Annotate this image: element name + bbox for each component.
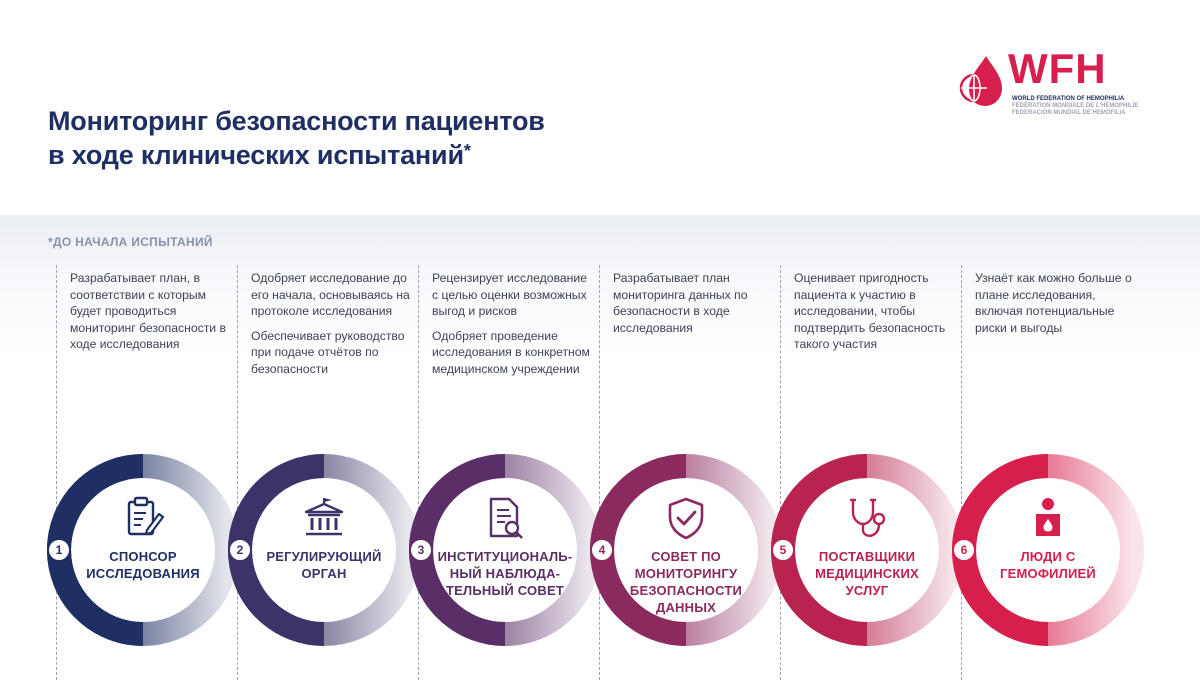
step-number-6: 6 [952, 538, 976, 562]
step-5-paragraph-1: Оценивает пригодность пациента к участию в исследовании, чтобы подтвердить безопасность такого участия [794, 271, 946, 351]
step-2-paragraph-1: Одобряет исследование до его начала, основываясь на протоколе исследования [251, 271, 410, 318]
title-line-2: в ходе клинических испытаний [48, 140, 464, 170]
step-number-1: 1 [47, 538, 71, 562]
step-3-paragraph-1: Рецензирует исследование с целью оценки возможных выгод и рисков [432, 271, 587, 318]
logo-wordmark: WFH [1008, 45, 1107, 92]
shield-check-icon [664, 496, 708, 540]
step-number-4: 4 [590, 538, 614, 562]
document-search-icon [483, 496, 527, 540]
step-label-3: ИНСТИТУЦИОНАЛЬ-НЫЙ НАБЛЮДА-ТЕЛЬНЫЙ СОВЕТ [437, 549, 573, 598]
step-label-4: СОВЕТ ПО МОНИТОРИНГУ БЕЗОПАСНОСТИ ДАННЫХ [629, 549, 743, 615]
government-building-icon [302, 496, 346, 540]
logo-subtitle-es: FEDERACIÓN MUNDIAL DE HEMOFILIA [1012, 110, 1126, 116]
step-label-2: РЕГУЛИРУЮЩИЙ ОРГАН [266, 549, 382, 581]
stethoscope-icon [845, 496, 889, 540]
step-label-6: ЛЮДИ С ГЕМОФИЛИЕЙ [1000, 549, 1096, 581]
footnote-before-trials: *ДО НАЧАЛА ИСПЫТАНИЙ [48, 235, 213, 249]
title-line-1: Мониторинг безопасности пациентов [48, 106, 545, 136]
step-number-3: 3 [409, 538, 433, 562]
clipboard-pen-icon [121, 496, 165, 540]
person-blood-drop-icon [1026, 496, 1070, 540]
step-number-2: 2 [228, 538, 252, 562]
step-1-paragraph-1: Разрабатывает план, в соответствии с которым будет проводиться мониторинг безопасности в ходе исследования [70, 271, 226, 351]
step-6-paragraph-1: Узнаёт как можно больше о плане исследования, включая потенциальные риски и выгоды [975, 271, 1132, 335]
step-label-1: СПОНСОР ИССЛЕДОВАНИЯ [86, 549, 200, 581]
step-number-5: 5 [771, 538, 795, 562]
step-3-paragraph-2: Одобряет проведение исследования в конкретном медицинском учреждении [432, 328, 590, 376]
logo-subtitle-fr: FÉDÉRATION MONDIALE DE L'HÉMOPHILIE [1012, 103, 1139, 109]
step-2-paragraph-2: Обеспечивает руководство при подаче отчётов по безопасности [251, 328, 405, 376]
step-label-5: ПОСТАВЩИКИ МЕДИЦИНСКИХ УСЛУГ [815, 549, 919, 598]
logo-subtitle-en: WORLD FEDERATION OF HEMOPHILIA [1012, 96, 1125, 102]
step-4-paragraph-1: Разрабатывает план мониторинга данных по безопасности в ходе исследования [613, 271, 748, 335]
title-asterisk: * [463, 141, 471, 161]
